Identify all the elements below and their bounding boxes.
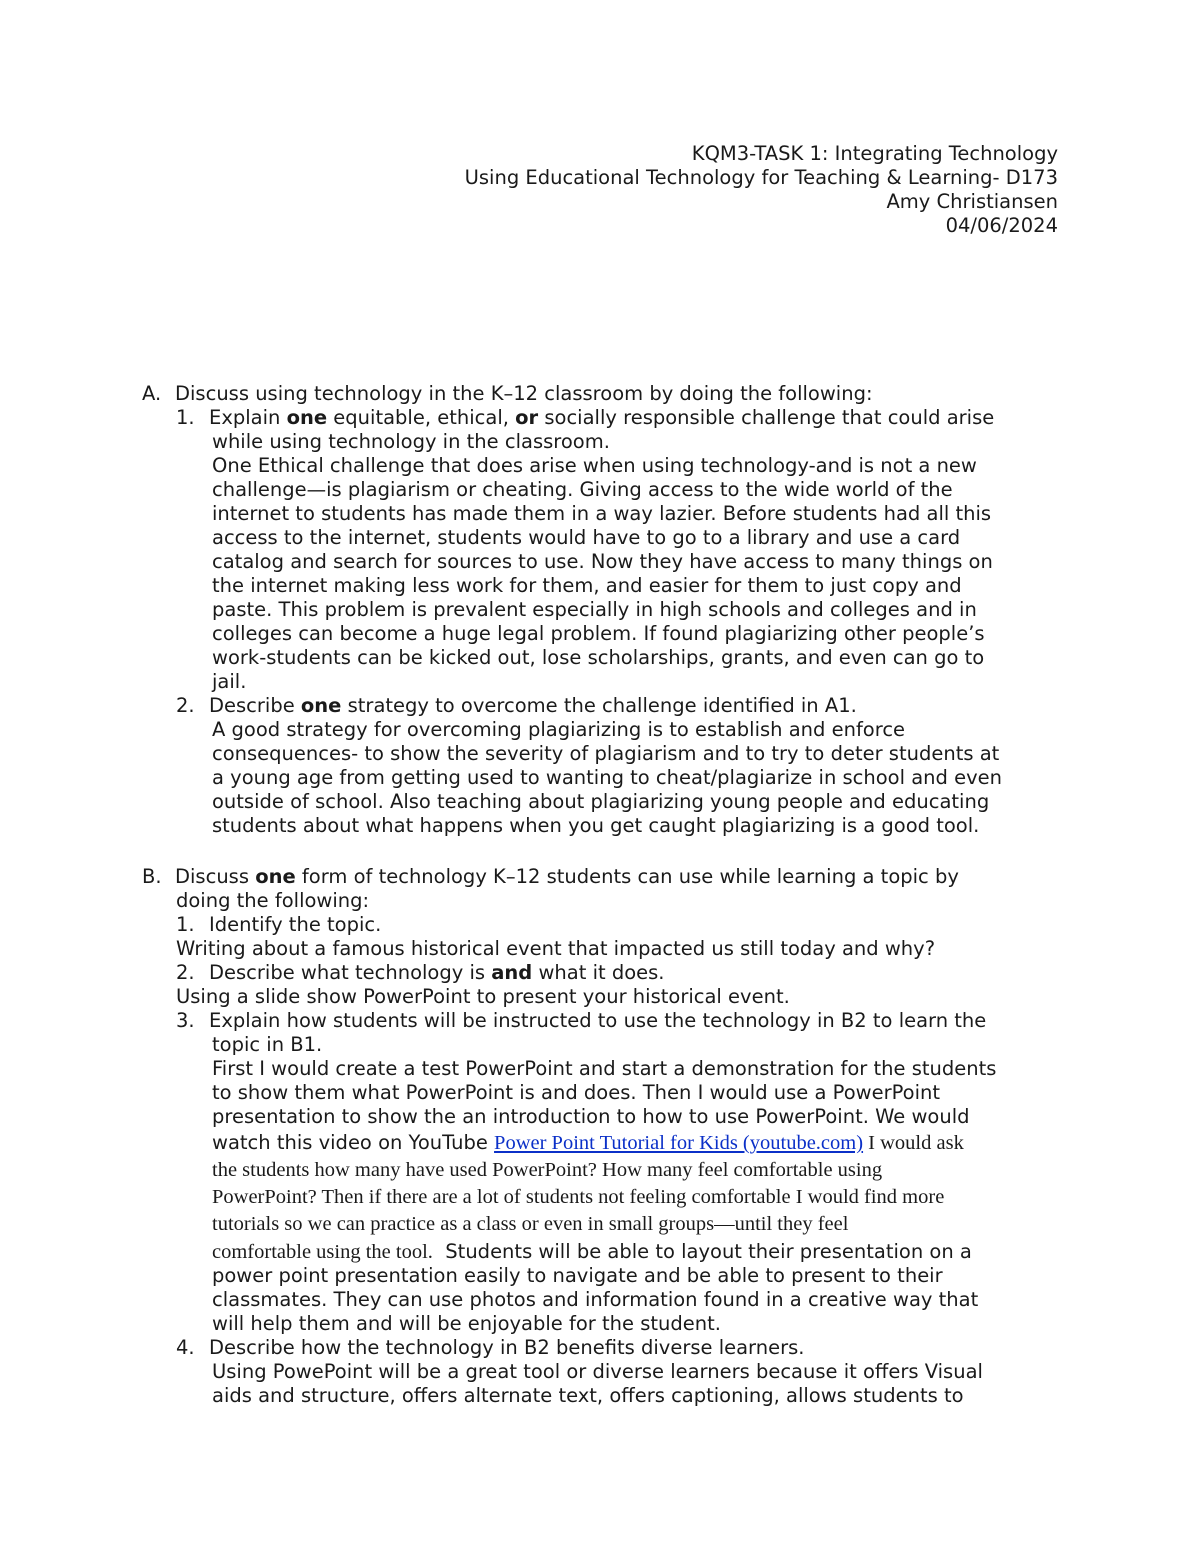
answer-line: A good strategy for overcoming plagiarizing is to establish and enforce xyxy=(212,718,906,741)
section-a-item2-marker: 2. xyxy=(176,694,195,717)
answer-line: paste. This problem is prevalent especially in high schools and colleges and in xyxy=(212,598,977,621)
answer-line: Using PowePoint will be a great tool or diverse learners because it offers Visual xyxy=(212,1360,983,1383)
youtube-tutorial-link[interactable]: Power Point Tutorial for Kids (youtube.com) xyxy=(494,1132,864,1154)
answer-line: challenge—is plagiarism or cheating. Giving access to the wide world of the xyxy=(212,478,953,501)
answer-line: access to the internet, students would have to go to a library and use a card xyxy=(212,526,961,549)
answer-line: power point presentation easily to navigate and be able to present to their xyxy=(212,1264,943,1287)
header-date: 04/06/2024 xyxy=(945,214,1058,237)
answer-line: catalog and search for sources to use. Now they have access to many things on xyxy=(212,550,993,573)
answer-line: students about what happens when you get caught plagiarizing is a good tool. xyxy=(212,814,980,837)
answer-line: One Ethical challenge that does arise when using technology-and is not a new xyxy=(212,454,977,477)
section-b-prompt-cont: doing the following: xyxy=(176,889,370,912)
section-b-item4-prompt: Describe how the technology in B2 benefits diverse learners. xyxy=(209,1336,805,1359)
header-author: Amy Christiansen xyxy=(886,190,1058,213)
header-task-title: KQM3-TASK 1: Integrating Technology xyxy=(691,142,1058,165)
section-a-marker: A. xyxy=(142,382,162,405)
section-b-item1-answer: Writing about a famous historical event that impacted us still today and why? xyxy=(176,937,936,960)
section-b-item4-marker: 4. xyxy=(176,1336,195,1359)
section-b-prompt: Discuss one form of technology K–12 students can use while learning a topic by xyxy=(175,865,959,888)
answer-line-mixed: comfortable using the tool. Students will be able to layout their presentation on a xyxy=(212,1240,972,1263)
header-course-title: Using Educational Technology for Teaching & Learning- D173 xyxy=(464,166,1058,189)
answer-line: presentation to show the an introduction to how to use PowerPoint. We would xyxy=(212,1105,970,1128)
answer-line: the internet making less work for them, and easier for them to just copy and xyxy=(212,574,962,597)
section-a-item1-prompt: Explain one equitable, ethical, or socially responsible challenge that could arise xyxy=(209,406,995,429)
section-a-prompt: Discuss using technology in the K–12 classroom by doing the following: xyxy=(175,382,873,405)
answer-line: aids and structure, offers alternate text, offers captioning, allows students to xyxy=(212,1384,964,1407)
answer-line: colleges can become a huge legal problem. If found plagiarizing other people’s xyxy=(212,622,985,645)
answer-line: classmates. They can use photos and information found in a creative way that xyxy=(212,1288,979,1311)
section-b-item1-marker: 1. xyxy=(176,913,195,936)
document-header xyxy=(465,142,1058,238)
section-a-item2-prompt: Describe one strategy to overcome the challenge identified in A1. xyxy=(209,694,857,717)
answer-line: internet to students has made them in a way lazier. Before students had all this xyxy=(212,502,992,525)
answer-line: consequences- to show the severity of plagiarism and to try to deter students at xyxy=(212,742,1000,765)
answer-line: the students how many have used PowerPoint? How many feel comfortable using xyxy=(212,1159,883,1181)
section-a-item1-prompt-cont: while using technology in the classroom. xyxy=(212,430,610,453)
section-b-item2-marker: 2. xyxy=(176,961,195,984)
section-b-item1-prompt: Identify the topic. xyxy=(209,913,382,936)
answer-line: PowerPoint? Then if there are a lot of students not feeling comfortable I would find more xyxy=(212,1186,945,1208)
answer-line: work-students can be kicked out, lose scholarships, grants, and even can go to xyxy=(212,646,985,669)
section-b-item2-answer: Using a slide show PowerPoint to present your historical event. xyxy=(176,985,790,1008)
section-a-item1-marker: 1. xyxy=(176,406,195,429)
answer-line: First I would create a test PowerPoint and start a demonstration for the students xyxy=(212,1057,997,1080)
answer-line: outside of school. Also teaching about plagiarizing young people and educating xyxy=(212,790,990,813)
section-b-item3-prompt: Explain how students will be instructed to use the technology in B2 to learn the xyxy=(209,1009,987,1032)
section-b-item3-prompt-cont: topic in B1. xyxy=(212,1033,323,1056)
answer-line: will help them and will be enjoyable for the student. xyxy=(212,1312,721,1335)
section-b-item3-marker: 3. xyxy=(176,1009,195,1032)
answer-line: to show them what PowerPoint is and does. Then I would use a PowerPoint xyxy=(212,1081,941,1104)
answer-line: jail. xyxy=(212,670,247,693)
section-b-item2-prompt: Describe what technology is and what it does. xyxy=(209,961,665,984)
section-b-marker: B. xyxy=(142,865,162,888)
answer-line: a young age from getting used to wanting to cheat/plagiarize in school and even xyxy=(212,766,1002,789)
answer-line: tutorials so we can practice as a class or even in small groups—until they feel xyxy=(212,1213,849,1235)
answer-line-video: watch this video on YouTube Power Point Tutorial for Kids (youtube.com) I would ask xyxy=(212,1131,964,1154)
